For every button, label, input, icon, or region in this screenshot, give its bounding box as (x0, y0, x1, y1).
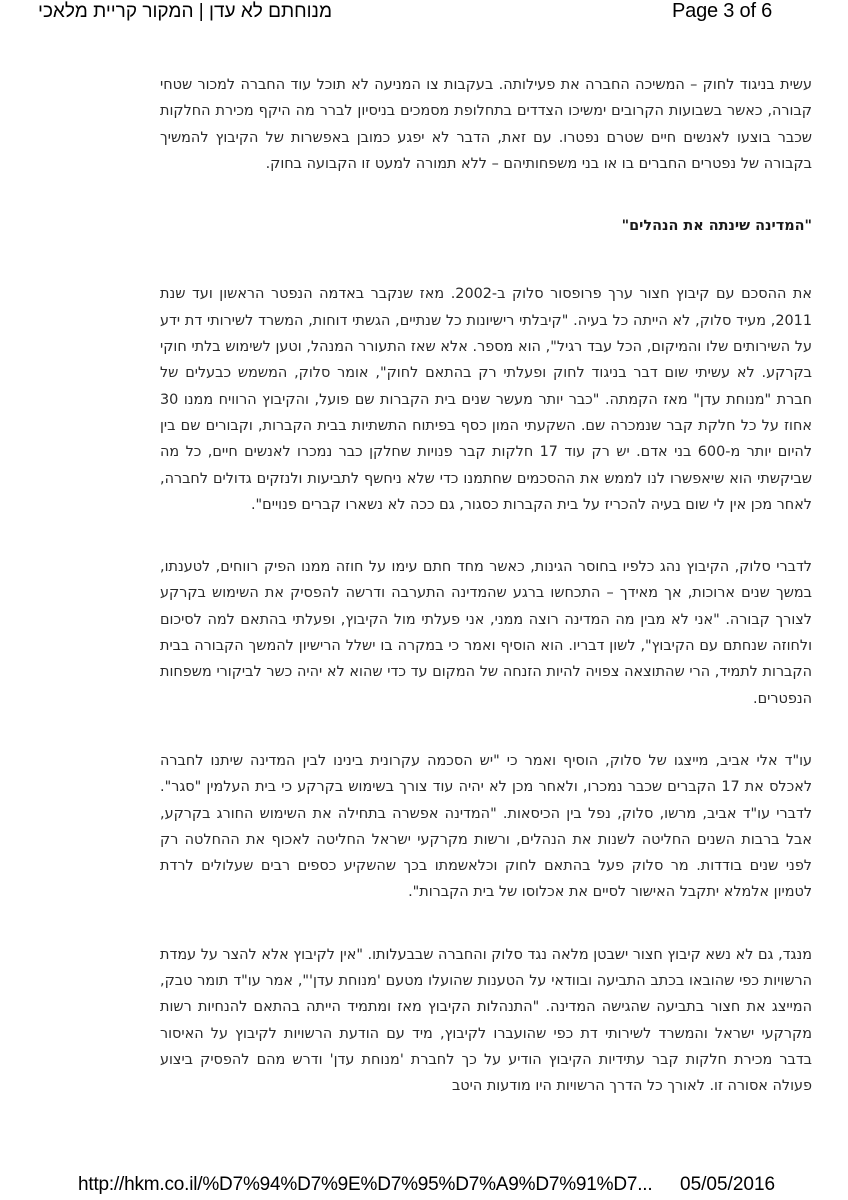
print-date: 05/05/2016 (680, 1174, 776, 1195)
source-url[interactable]: http://hkm.co.il/%D7%94%D7%9E%D7%95%D7%A9%D7%91%D7... (78, 1174, 653, 1195)
document-title: מנוחתם לא עדן | המקור קריית מלאכי (38, 1, 332, 22)
page-header (0, 0, 848, 28)
page-footer (0, 1174, 848, 1200)
section-heading: "המדינה שינתה את הנהלים" (621, 218, 812, 235)
page-number: Page 3 of 6 (672, 0, 773, 22)
article-paragraph: את ההסכם עם קיבוץ חצור ערך פרופסור סלוק ב-2002. מאז שנקבר באדמה הנפטר הראשון ועד שנת 2011, מעיד סלוק, לא הייתה כל בעיה. "קיבלתי רישיונות כל שנתיים, הגשתי דוחות, המשרד לשירותי דת ידע על השירותים שלו והמיקום, הכל עבד רגיל", הוא מספר. אלא שאז התעורר המנהל, וטען לשימוש בלתי חוקי בקרקע. לא עשיתי שום דבר בניגוד לחוק ופעלתי רק בהתאם לחוק", אומר סלוק, המשמש כבעלים של חברת "מנוחת עדן" מאז הקמתה. "כבר יותר מעשר שנים בית הקברות שם פועל, והקיבוץ הרוויח ממנו 30 אחוז על כל חלקת קבר שנמכרה שם. השקעתי המון כסף בפיתוח התשתיות בבית הקברות, וקבורים שם בין להיום יותר מ-600 בני אדם. יש רק עוד 17 חלקות קבר פנויות שחלקן כבר נמכרו לאנשים חיים, כל מה שביקשתי הוא שיאפשרו לנו לממש את ההסכמים שחתמנו כדי שלא ניחשף לתביעות ולנזקים גדולים לחברה, לאחר מכן אין לי שום בעיה להכריז על בית הקברות כסגור, גם ככה לא נשארו קברים פנויים". (160, 286, 812, 513)
article-paragraph: עו"ד אלי אביב, מייצגו של סלוק, הוסיף ואמר כי "יש הסכמה עקרונית בינינו לבין המדינה שיתנו לחברה לאכלס את 17 הקברים שכבר נמכרו, ולאחר מכן לא יהיה עוד צורך בשימוש בקרקע כי בית העלמין "סגר". לדברי עו"ד אביב, מרשו, סלוק, נפל בין הכיסאות. "המדינה אפשרה בתחילה את השימוש החורג בקרקע, אבל ברבות השנים החליטה לשנות את הנהלים, ורשות מקרקעי ישראל החליטה לאכוף את ההחלטה רק לפני שנים בודדות. מר סלוק פעל בהתאם לחוק וכלאשמתו בכך שהשקיע כספים רבים שעלולים לרדת לטמיון אלמלא יתקבל האישור לסיים את אכלוסו של בית הקברות". (160, 752, 812, 901)
article-paragraph: לדברי סלוק, הקיבוץ נהג כלפיו בחוסר הגינות, כאשר מחד חתם עימו על חוזה ממנו הפיק רווחים, לטענתו, במשך שנים ארוכות, אך מאידך – התכחשו ברגע שהמדינה התערבה ודרשה להפסיק את השימוש בקרקע לצורך קבורה. "אני לא מבין מה המדינה רוצה ממני, אני פעלתי מול הקיבוץ, ופעלתי בהתאם למה לסיכום ולחוזה שנחתם עם הקיבוץ", לשון דבריו. הוא הוסיף ואמר כי במקרה בו ישלל הרישיון להמשך הקבורה בבית הקברות לתמיד, הרי שהתוצאה צפויה להיות הזנחה של המקום עד כדי שהוא לא יהיה כשר לביקורי משפחות הנפטרים. (160, 559, 812, 707)
article-body (160, 72, 812, 1136)
article-paragraph: מנגד, גם לא נשא קיבוץ חצור ישבטן מלאה נגד סלוק והחברה שבבעלותו. "אין לקיבוץ אלא להצר על עמדת הרשויות כפי שהובאו בכתב התביעה ובוודאי על הטענות שהועלו מטעם 'מנוחת עדן'", אמר עו"ד תומר טבק, המייצג את חצור בתביעה שהגישה המדינה. "התנהלות הקיבוץ מאז ומתמיד הייתה בהתאם להנחיות רשות מקרקעי ישראל והמשרד לשירותי דת כפי שהועברו לקיבוץ, מיד עם הודעת הרשויות לקיבוץ על האיסור בדבר מכירת חלקות קבר עתידיות הקיבוץ הודיע על כך לחברת 'מנוחת עדן' ודרש מהם להפסיק ביצוע פעולה אסורה זו. לאורך כל הדרך הרשויות היו מודעות היטב (160, 946, 812, 1095)
article-paragraph: עשית בניגוד לחוק – המשיכה החברה את פעילותה. בעקבות צו המניעה לא תוכל עוד החברה למכור שטחי קבורה, כאשר בשבועות הקרובים ימשיכו הצדדים בתחלופת מסמכים בניסיון לברר מה היקף מכירת החלקות שכבר בוצעו לאנשים חיים שטרם נפטרו. עם זאת, הדבר לא יפגע כמובן באפשרות של הקיבוץ להמשיך בקבורה של נפטרים החברים בו או בני משפחותיהם – ללא תמורה למעט זו הקבועה בחוק. (160, 77, 812, 172)
